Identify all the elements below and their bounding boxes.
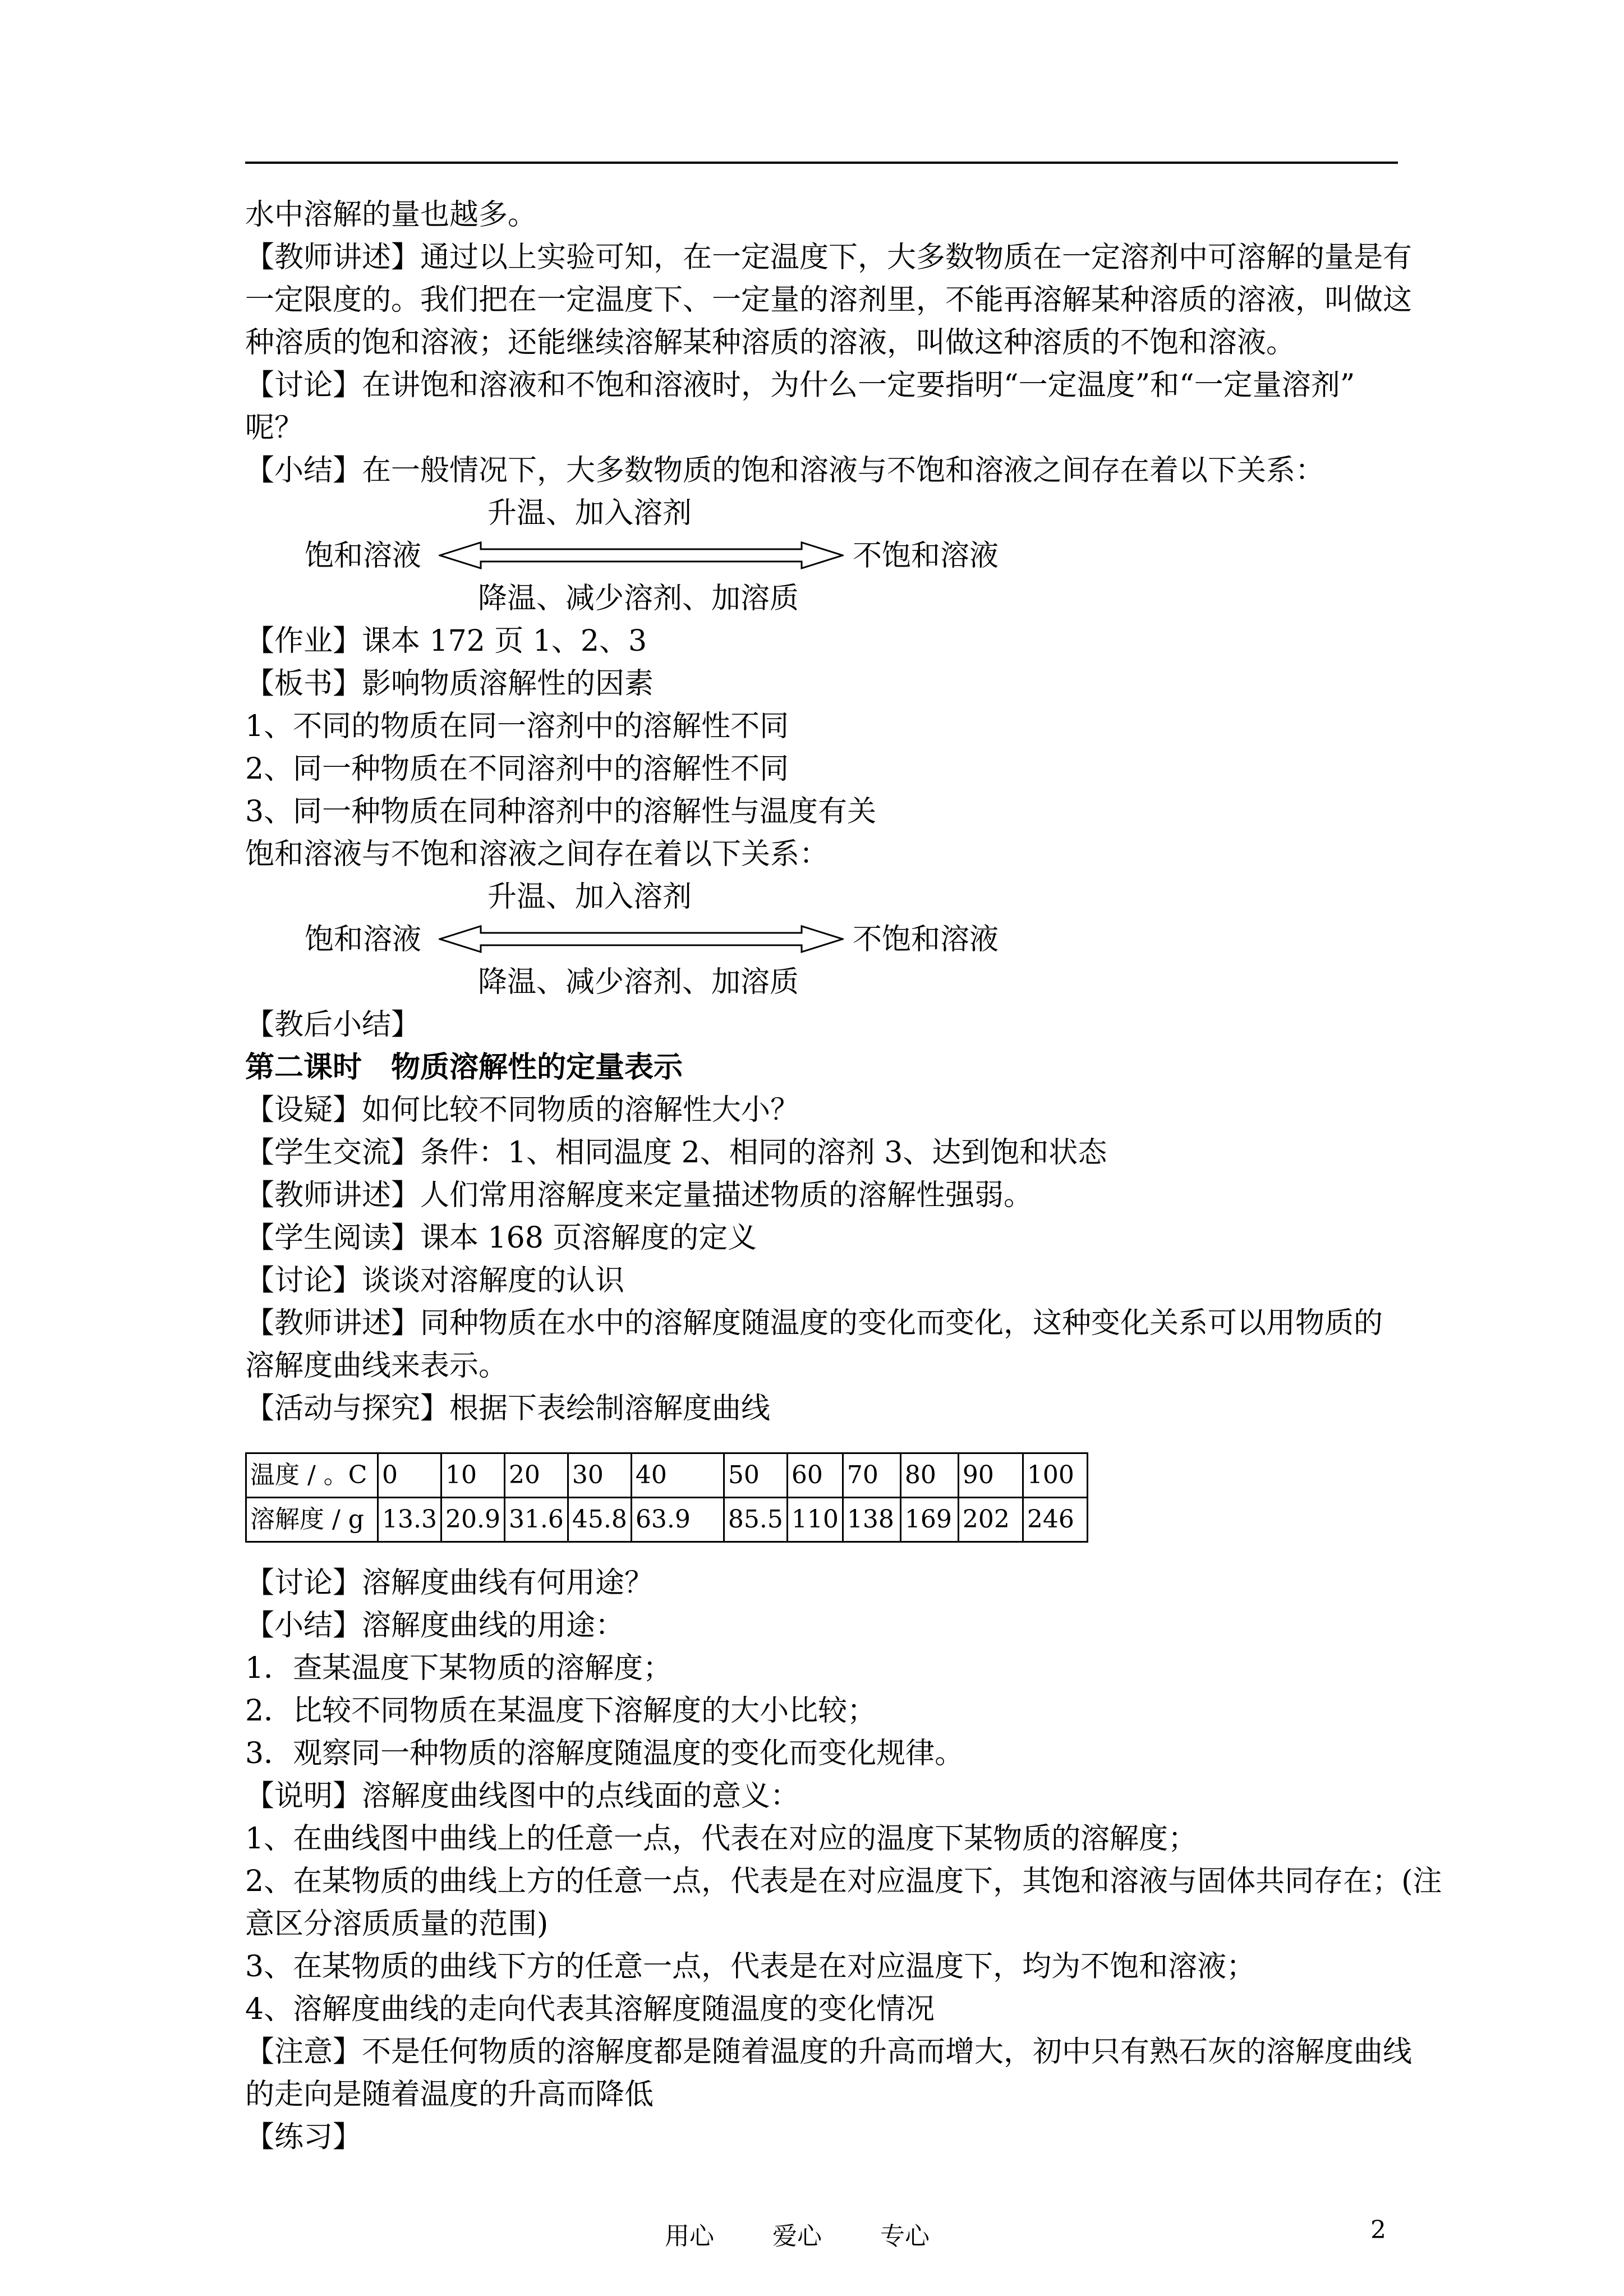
table-cell: 138 bbox=[843, 1498, 900, 1542]
table-cell: 246 bbox=[1023, 1498, 1087, 1542]
text-line: 呢？ bbox=[245, 411, 304, 445]
text-line: 【学生交流】条件：1、相同温度 2、相同的溶剂 3、达到饱和状态 bbox=[245, 1136, 1107, 1170]
relationship-diagram-1 bbox=[245, 492, 1401, 620]
text-line: 2、在某物质的曲线上方的任意一点，代表是在对应温度下，其饱和溶液与固体共同存在；(注 bbox=[245, 1865, 1442, 1898]
table-cell: 溶解度 / g bbox=[246, 1498, 378, 1542]
text-line: 【说明】溶解度曲线图中的点线面的意义： bbox=[245, 1779, 800, 1813]
footer-item: 爱心 bbox=[772, 2222, 822, 2251]
diagram-right-label: 不饱和溶液 bbox=[853, 923, 999, 956]
text-line: 【教后小结】 bbox=[245, 1008, 421, 1042]
table-cell: 50 bbox=[724, 1453, 787, 1498]
text-line: 【讨论】溶解度曲线有何用途？ bbox=[245, 1566, 654, 1600]
diagram-left-label: 饱和溶液 bbox=[305, 539, 422, 573]
diagram-top-label: 升温、加入溶剂 bbox=[487, 880, 692, 914]
footer-motto bbox=[665, 2216, 980, 2252]
text-line: 种溶质的饱和溶液；还能继续溶解某种溶质的溶液，叫做这种溶质的不饱和溶液。 bbox=[245, 326, 1296, 360]
text-line: 【教师讲述】人们常用溶解度来定量描述物质的溶解性强弱。 bbox=[245, 1179, 1033, 1212]
footer-item: 用心 bbox=[665, 2222, 714, 2251]
table-cell: 31.6 bbox=[504, 1498, 568, 1542]
document-body bbox=[245, 194, 1442, 2159]
table-cell: 90 bbox=[958, 1453, 1023, 1498]
table-cell: 110 bbox=[787, 1498, 843, 1542]
section-title: 第二课时 物质溶解性的定量表示 bbox=[245, 1050, 683, 1084]
text-line: 【教师讲述】同种物质在水中的溶解度随温度的变化而变化，这种变化关系可以用物质的 bbox=[245, 1306, 1383, 1340]
header-rule bbox=[245, 162, 1398, 164]
table-cell: 13.3 bbox=[378, 1498, 441, 1542]
table-cell: 169 bbox=[900, 1498, 958, 1542]
text-line: 【学生阅读】课本 168 页溶解度的定义 bbox=[245, 1221, 757, 1255]
diagram-bottom-label: 降温、减少溶剂、加溶质 bbox=[478, 965, 799, 999]
text-line: 4、溶解度曲线的走向代表其溶解度随温度的变化情况 bbox=[245, 1993, 935, 2026]
table-cell: 30 bbox=[568, 1453, 631, 1498]
text-line: 3．观察同一种物质的溶解度随温度的变化而变化规律。 bbox=[245, 1737, 964, 1770]
table-cell: 45.8 bbox=[568, 1498, 631, 1542]
diagram-bottom-label: 降温、减少溶剂、加溶质 bbox=[478, 582, 799, 615]
text-line: 1．查某温度下某物质的溶解度； bbox=[245, 1651, 673, 1685]
text-line: 【练习】 bbox=[245, 2120, 362, 2154]
relationship-diagram-2 bbox=[245, 876, 1401, 1004]
table-cell: 10 bbox=[441, 1453, 504, 1498]
footer-item: 专心 bbox=[880, 2222, 930, 2251]
table-cell: 85.5 bbox=[724, 1498, 787, 1542]
text-line: 【活动与探究】根据下表绘制溶解度曲线 bbox=[245, 1392, 771, 1425]
table-cell: 202 bbox=[958, 1498, 1023, 1542]
table-cell: 60 bbox=[787, 1453, 843, 1498]
table-cell: 80 bbox=[900, 1453, 958, 1498]
text-line: 溶解度曲线来表示。 bbox=[245, 1349, 508, 1383]
table-cell: 100 bbox=[1023, 1453, 1087, 1498]
solubility-table-wrap bbox=[245, 1452, 1401, 1543]
text-line: 【小结】在一般情况下，大多数物质的饱和溶液与不饱和溶液之间存在着以下关系： bbox=[245, 454, 1325, 487]
text-line: 一定限度的。我们把在一定温度下、一定量的溶剂里，不能再溶解某种溶质的溶液，叫做这 bbox=[245, 283, 1413, 317]
double-arrow-icon bbox=[439, 925, 844, 953]
table-cell: 20 bbox=[504, 1453, 568, 1498]
text-line: 饱和溶液与不饱和溶液之间存在着以下关系： bbox=[245, 838, 829, 871]
table-cell: 40 bbox=[631, 1453, 724, 1498]
table-cell: 温度 / 。C bbox=[246, 1453, 378, 1498]
text-line: 【小结】溶解度曲线的用途： bbox=[245, 1609, 625, 1642]
text-line: 【注意】不是任何物质的溶解度都是随着温度的升高而增大，初中只有熟石灰的溶解度曲线 bbox=[245, 2035, 1413, 2069]
text-line: 【作业】课本 172 页 1、2、3 bbox=[245, 624, 647, 658]
text-line: 【教师讲述】通过以上实验可知，在一定温度下，大多数物质在一定溶剂中可溶解的量是有 bbox=[245, 241, 1413, 274]
text-line: 3、在某物质的曲线下方的任意一点，代表是在对应温度下，均为不饱和溶液； bbox=[245, 1950, 1256, 1984]
text-line: 【讨论】在讲饱和溶液和不饱和溶液时，为什么一定要指明“一定温度”和“一定量溶剂” bbox=[245, 369, 1355, 402]
text-line: 1、在曲线图中曲线上的任意一点，代表在对应的温度下某物质的溶解度； bbox=[245, 1822, 1198, 1856]
text-line: 意区分溶质质量的范围) bbox=[245, 1907, 549, 1941]
text-line: 2、同一种物质在不同溶剂中的溶解性不同 bbox=[245, 752, 789, 786]
text-line: 3、同一种物质在同种溶剂中的溶解性与温度有关 bbox=[245, 795, 877, 829]
text-line: 的走向是随着温度的升高而降低 bbox=[245, 2078, 654, 2111]
text-line: 水中溶解的量也越多。 bbox=[245, 198, 537, 232]
table-row bbox=[246, 1453, 1088, 1498]
solubility-table bbox=[245, 1452, 1088, 1543]
diagram-top-label: 升温、加入溶剂 bbox=[487, 496, 692, 530]
text-line: 【设疑】如何比较不同物质的溶解性大小？ bbox=[245, 1093, 800, 1127]
text-line: 2．比较不同物质在某温度下溶解度的大小比较； bbox=[245, 1694, 877, 1728]
table-cell: 70 bbox=[843, 1453, 900, 1498]
page-number: 2 bbox=[1370, 2216, 1386, 2244]
table-row bbox=[246, 1498, 1088, 1542]
double-arrow-icon bbox=[439, 541, 844, 569]
text-line: 1、不同的物质在同一溶剂中的溶解性不同 bbox=[245, 710, 789, 743]
diagram-right-label: 不饱和溶液 bbox=[853, 539, 999, 573]
text-line: 【板书】影响物质溶解性的因素 bbox=[245, 667, 654, 701]
text-line: 【讨论】谈谈对溶解度的认识 bbox=[245, 1264, 625, 1297]
diagram-left-label: 饱和溶液 bbox=[305, 923, 422, 956]
table-cell: 20.9 bbox=[441, 1498, 504, 1542]
table-cell: 63.9 bbox=[631, 1498, 724, 1542]
table-cell: 0 bbox=[378, 1453, 441, 1498]
